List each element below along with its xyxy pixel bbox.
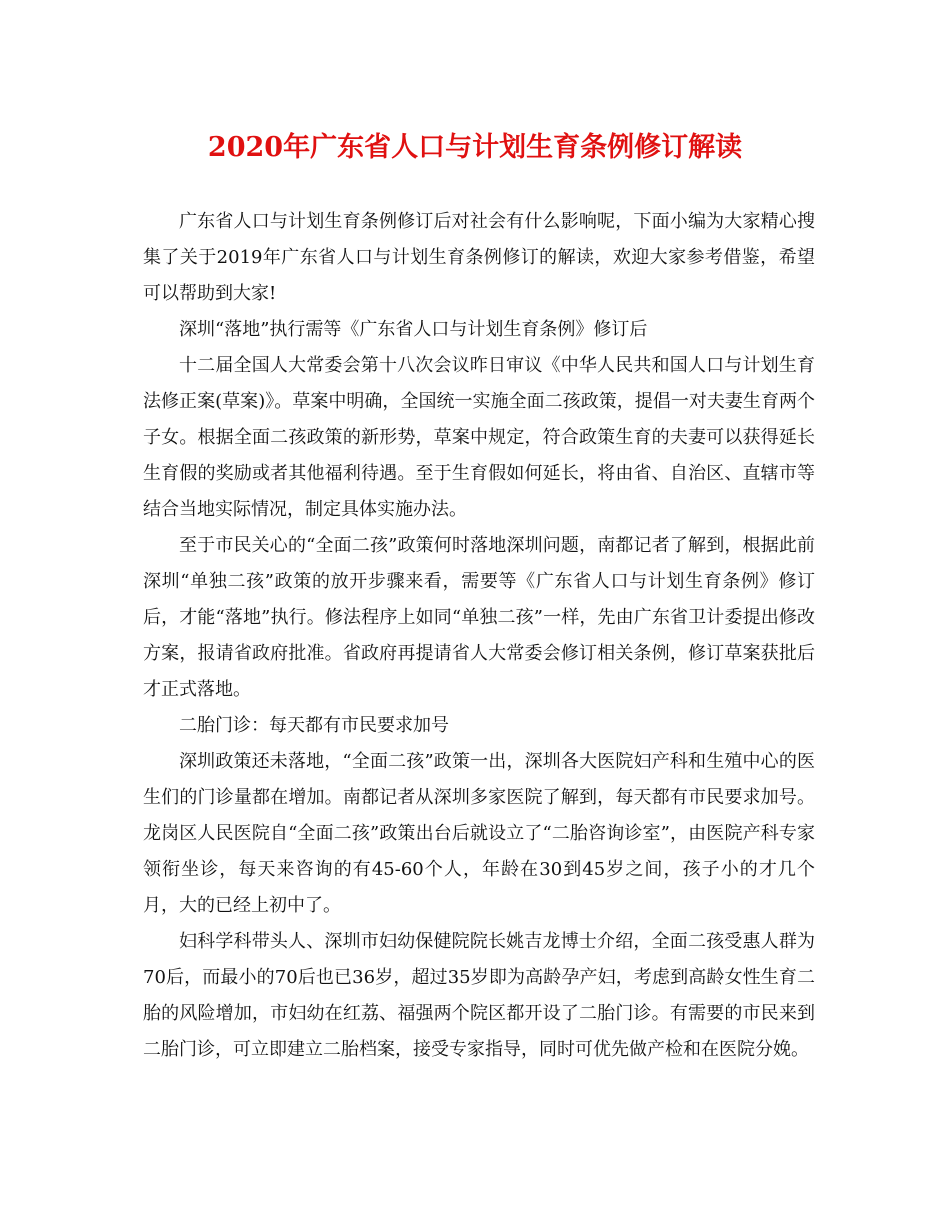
paragraph-policy-timing: 至于市民关心的“全面二孩”政策何时落地深圳问题，南都记者了解到，根据此前深圳“单独二孩”政策的放开步骤来看，需要等《广东省人口与计划生育条例》修订后，才能“落地”执行。修法程序上如同“单独二孩”一样，先由广东省卫计委提出修改方案，报请省政府批准。省政府再提请省人大常委会修订相关条例，修订草案获批后才正式落地。 bbox=[143, 535, 815, 700]
paragraph-subheading-clinic: 二胎门诊：每天都有市民要求加号 bbox=[179, 715, 449, 736]
document-body bbox=[143, 204, 815, 1068]
paragraph-subheading-shenzhen: 深圳“落地”执行需等《广东省人口与计划生育条例》修订后 bbox=[179, 319, 648, 340]
document-title: 2020年广东省人口与计划生育条例修订解读 bbox=[207, 132, 743, 163]
paragraph-npc-review: 十二届全国人大常委会第十八次会议昨日审议《中华人民共和国人口与计划生育法修正案(草案)》。草案中明确，全国统一实施全面二孩政策，提倡一对夫妻生育两个子女。根据全面二孩政策的新形势，草案中规定，符合政策生育的夫妻可以获得延长生育假的奖励或者其他福利待遇。至于生育假如何延长，将由省、自治区、直辖市等结合当地实际情况，制定具体实施办法。 bbox=[143, 355, 815, 520]
paragraph-clinic-demand: 深圳政策还未落地，“全面二孩”政策一出，深圳各大医院妇产科和生殖中心的医生们的门诊量都在增加。南都记者从深圳多家医院了解到，每天都有市民要求加号。龙岗区人民医院自“全面二孩”政策出台后就设立了“二胎咨询诊室”，由医院产科专家领衔坐诊，每天来咨询的有45-60个人，年龄在30到45岁之间，孩子小的才几个月，大的已经上初中了。 bbox=[143, 751, 815, 916]
paragraph-expert-comment: 妇科学科带头人、深圳市妇幼保健院院长姚吉龙博士介绍，全面二孩受惠人群为70后，而最小的70后也已36岁，超过35岁即为高龄孕产妇，考虑到高龄女性生育二胎的风险增加，市妇幼在红荔、福强两个院区都开设了二胎门诊。有需要的市民来到二胎门诊，可立即建立二胎档案，接受专家指导，同时可优先做产检和在医院分娩。 bbox=[143, 931, 815, 1060]
paragraph-intro: 广东省人口与计划生育条例修订后对社会有什么影响呢，下面小编为大家精心搜集了关于2019年广东省人口与计划生育条例修订的解读，欢迎大家参考借鉴，希望可以帮助到大家! bbox=[143, 211, 815, 304]
